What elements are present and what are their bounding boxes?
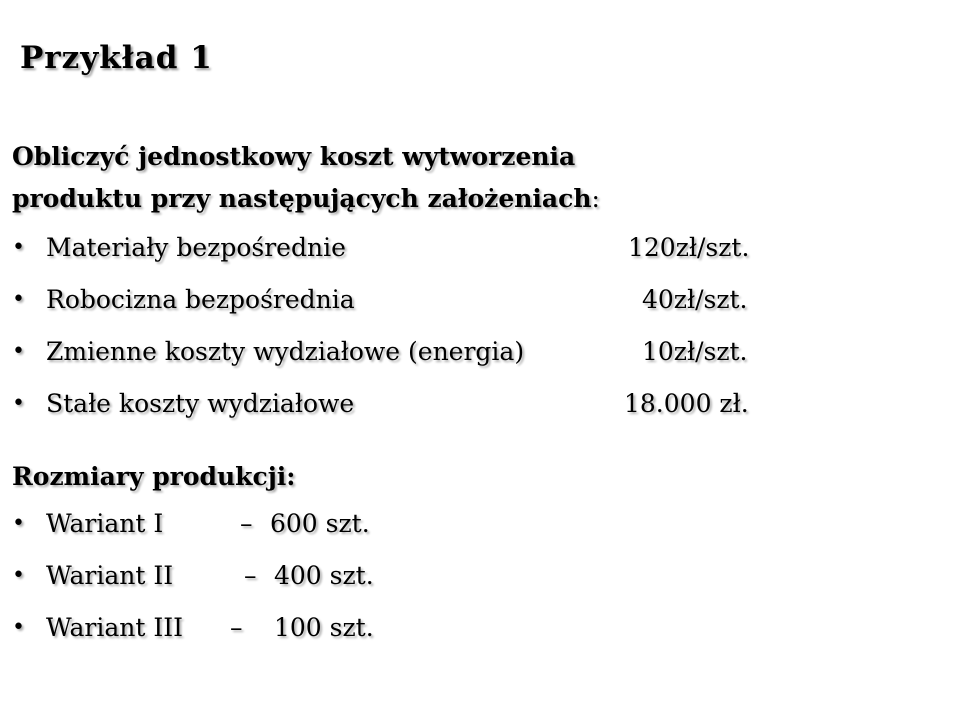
cost-label: Materiały bezpośrednie [46,233,346,262]
variant-dash: – [230,613,243,642]
variant-label: Wariant III [46,613,183,642]
cost-value: 18.000 zł. [624,389,749,418]
production-heading: Rozmiary produkcji: [12,462,296,491]
production-heading-block [12,456,296,498]
bullet-icon: • [12,391,25,416]
bullet-icon: • [12,287,25,312]
cost-item [12,326,912,378]
variant-list [12,498,612,654]
cost-label: Zmienne koszty wydziałowe (energia) [46,337,525,366]
bullet-icon: • [12,511,25,536]
bullet-icon: • [12,235,25,260]
cost-item [12,378,912,430]
variant-label: Wariant II [46,561,174,590]
cost-value: 120zł/szt. [628,233,750,262]
cost-value: 40zł/szt. [642,285,748,314]
variant-item [12,602,612,654]
cost-label: Stałe koszty wydziałowe [46,389,355,418]
intro-line-2-suffix: : [591,184,600,213]
variant-value: 600 szt. [270,509,370,538]
variant-dash: – [244,561,257,590]
variant-item [12,550,612,602]
cost-list [12,222,912,430]
intro-line-1: Obliczyć jednostkowy koszt wytworzenia [12,142,576,171]
cost-item [12,222,912,274]
bullet-icon: • [12,615,25,640]
bullet-icon: • [12,563,25,588]
intro-line-2 [12,178,600,220]
bullet-icon: • [12,339,25,364]
slide-title: Przykład 1 [20,40,213,76]
intro-block [12,136,600,220]
cost-value: 10zł/szt. [642,337,748,366]
variant-value: 100 szt. [274,613,374,642]
variant-value: 400 szt. [274,561,374,590]
cost-item [12,274,912,326]
variant-item [12,498,612,550]
variant-dash: – [240,509,253,538]
intro-line-2-text: produktu przy następujących założeniach [12,184,592,213]
variant-label: Wariant I [46,509,164,538]
cost-label: Robocizna bezpośrednia [46,285,355,314]
